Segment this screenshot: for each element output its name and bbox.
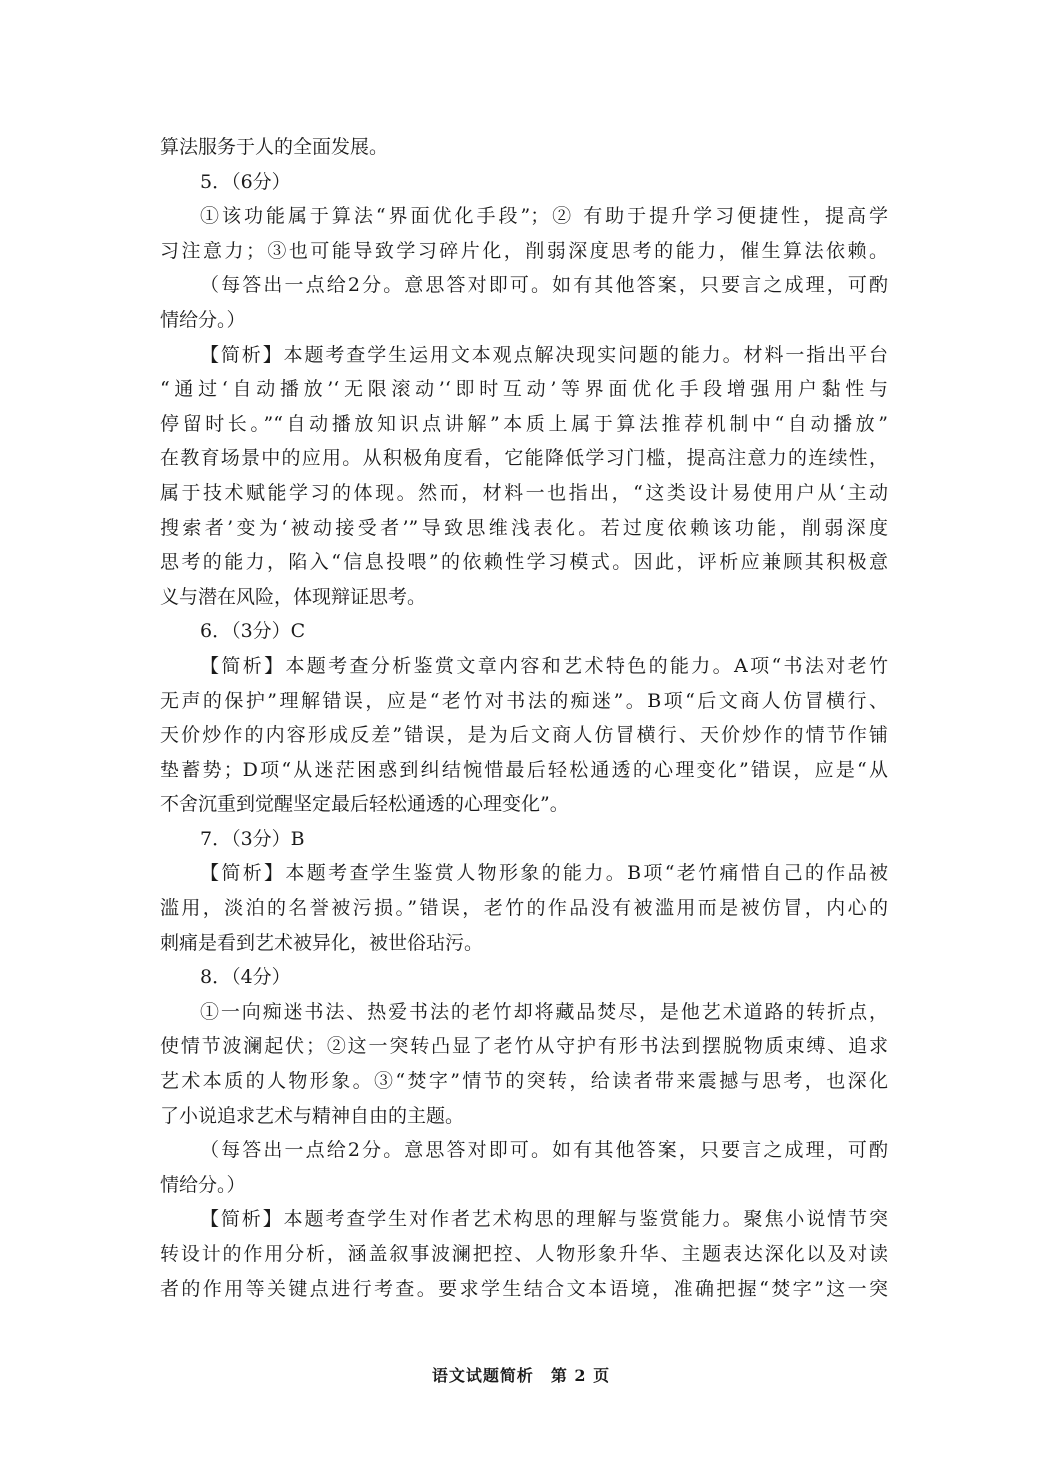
text-line: 了小说追求艺术与精神自由的主题。 xyxy=(160,1104,465,1127)
text-line: 在教育场景中的应用。从积极角度看，它能降低学习门槛，提高注意力的连续性， xyxy=(160,447,888,470)
text-line: 情给分。） xyxy=(160,1173,246,1196)
text-line: 垫蓄势；D项“从迷茫困惑到纠结惋惜最后轻松通透的心理变化”错误，应是“从 xyxy=(160,758,888,781)
text-line: 搜索者’变为‘被动接受者’”导致思维浅表化。若过度依赖该功能，削弱深度 xyxy=(160,516,888,539)
text-line: 【简析】本题考查学生鉴赏人物形象的能力。B项“老竹痛惜自己的作品被 xyxy=(200,862,888,885)
text-line: 刺痛是看到艺术被异化，被世俗玷污。 xyxy=(160,931,484,954)
text-line: 算法服务于人的全面发展。 xyxy=(160,136,389,158)
text-line: 【简析】本题考查分析鉴赏文章内容和艺术特色的能力。A项“书法对老竹 xyxy=(200,654,888,677)
text-line: 者的作用等关键点进行考查。要求学生结合文本语境，准确把握“焚字”这一突 xyxy=(160,1277,888,1300)
text-line: 不舍沉重到觉醒坚定最后轻松通透的心理变化”。 xyxy=(160,793,569,816)
text-line: 7．（3分）B xyxy=(200,827,305,850)
page-footer: 语文试题简析 第 2 页 xyxy=(431,1366,611,1385)
text-line: 6．（3分）C xyxy=(200,620,306,643)
document-body xyxy=(160,130,888,1306)
text-line: 5．（6分） xyxy=(200,170,291,193)
text-line: ①该功能属于算法“界面优化手段”；② 有助于提升学习便捷性，提高学 xyxy=(200,205,888,228)
text-line: ①一向痴迷书法、热爱书法的老竹却将藏品焚尽，是他艺术道路的转折点， xyxy=(200,1000,888,1023)
text-line: （每答出一点给2分。意思答对即可。如有其他答案，只要言之成理，可酌 xyxy=(200,274,888,297)
text-line: 天价炒作的内容形成反差”错误，是为后文商人仿冒横行、天价炒作的情节作铺 xyxy=(160,724,888,747)
text-line: 义与潜在风险，体现辩证思考。 xyxy=(160,585,427,608)
text-line: “通过‘自动播放’‘无限滚动’‘即时互动’等界面优化手段增强用户黏性与 xyxy=(160,378,888,401)
text-line: 停留时长。”“自动播放知识点讲解”本质上属于算法推荐机制中“自动播放” xyxy=(160,412,888,435)
text-line: 【简析】本题考查学生对作者艺术构思的理解与鉴赏能力。聚焦小说情节突 xyxy=(200,1208,888,1231)
text-line: 艺术本质的人物形象。③“焚字”情节的突转，给读者带来震撼与思考，也深化 xyxy=(160,1070,888,1093)
text-line: 转设计的作用分析，涵盖叙事波澜把控、人物形象升华、主题表达深化以及对读 xyxy=(160,1243,888,1265)
text-line: 属于技术赋能学习的体现。然而，材料一也指出，“这类设计易使用户从‘主动 xyxy=(160,481,888,504)
text-line: 【简析】本题考查学生运用文本观点解决现实问题的能力。材料一指出平台 xyxy=(200,343,888,366)
text-line: 滥用，淡泊的名誉被污损。”错误，老竹的作品没有被滥用而是被仿冒，内心的 xyxy=(160,897,888,920)
text-line: （每答出一点给2分。意思答对即可。如有其他答案，只要言之成理，可酌 xyxy=(200,1139,888,1162)
text-line: 8．（4分） xyxy=(200,966,291,989)
text-line: 思考的能力，陷入“信息投喂”的依赖性学习模式。因此，评析应兼顾其积极意 xyxy=(160,551,888,574)
text-line: 无声的保护”理解错误，应是“老竹对书法的痴迷”。B项“后文商人仿冒横行、 xyxy=(160,689,888,712)
text-line: 情给分。） xyxy=(160,308,246,331)
text-line: 习注意力；③也可能导致学习碎片化，削弱深度思考的能力，催生算法依赖。 xyxy=(160,239,888,262)
text-line: 使情节波澜起伏；②这一突转凸显了老竹从守护有形书法到摆脱物质束缚、追求 xyxy=(160,1035,888,1058)
